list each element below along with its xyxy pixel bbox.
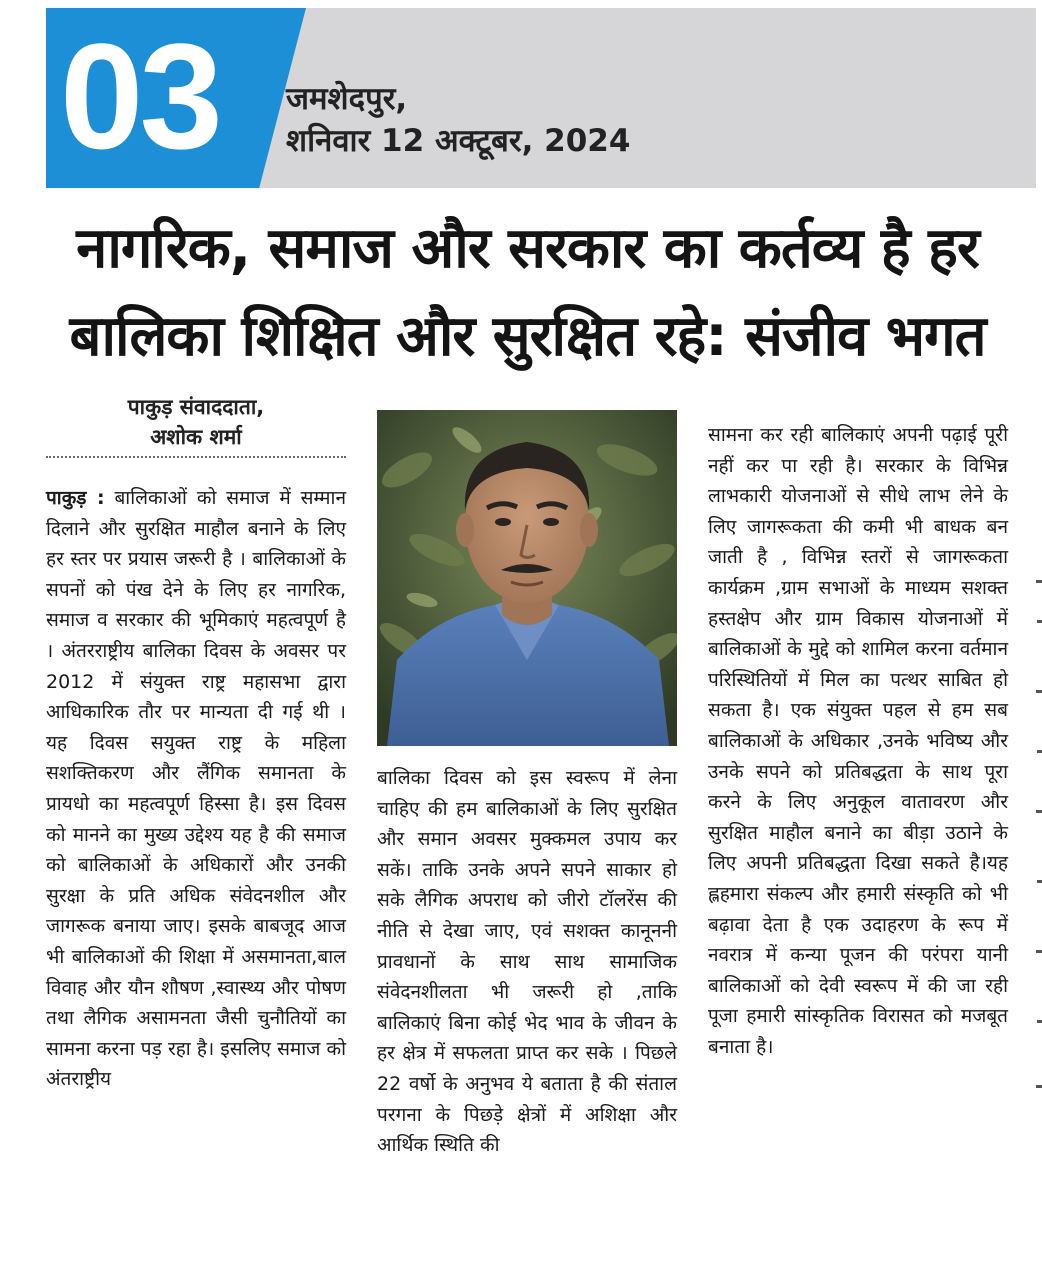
column-3-text: सामना कर रही बालिकाएं अपनी पढ़ाई पूरी नहीं कर पा रही है। सरकार के विभिन्न लाभकारी योजनाओं से सीधे लाभ लेने के लिए जागरूकता की कमी भी बाधक बन जाती है , विभिन्न स्तरों से जागरूकता कार्यक्रम ,ग्राम सभाओं के माध्यम सशक्त हस्तक्षेप और ग्राम विकास योजनाओं में बालिकाओं के मुद्दे को शामिल करना वर्तमान परिस्थितियों में मिल का पत्थर साबित हो सकता है। एक संयुक्त पहल से हम सब बालिकाओं के अधिकार ,उनके भविष्य और उनके सपने को प्रतिबद्धता के साथ पूरा करने के लिए अनुकूल वातावरण और सुरक्षित माहौल बनाने का बीड़ा उठाने के लिए अपनी प्रतिबद्धता दिखा सकते है।यह ह्लहमारा संकल्प और हमारी संस्कृति को भी बढ़ावा देता है एक उदाहरण के रूप में नवरात्र में कन्या पूजन की परंपरा यानी बालिकाओं को देवी स्वरूप में की जा रही पूजा हमारी सांस्कृतिक विरासत को मजबूत बनाता है।: [708, 424, 1008, 1058]
portrait-photo-icon: [377, 410, 677, 746]
article-paragraph-1: [46, 483, 346, 1095]
portrait-photo: [377, 410, 677, 746]
byline-reporter-desk: पाकुड़ संवाददाता,: [127, 395, 265, 419]
byline-divider: [46, 456, 346, 458]
headline-line-1: नागरिक, समाज और सरकार का कर्तव्य है हर: [76, 216, 979, 281]
article-column-2: [377, 763, 677, 1161]
header-city: जमशेदपुर,: [286, 81, 408, 117]
cropped-column-edge: [1030, 580, 1042, 1100]
column-1-text: बालिकाओं को समाज में सम्मान दिलाने और सुरक्षित माहौल बनाने के लिए हर स्तर पर प्रयास जरूरी है । बालिकाओं के सपनों को पंख देने के लिए हर नागरिक, समाज व सरकार की भूमिकाएं महत्वपूर्ण है । अंतरराष्ट्रीय बालिका दिवस के अवसर पर 2012 में संयुक्त राष्ट्र महासभा द्वारा आधिकारिक तौर पर मान्यता दी गई थी । यह दिवस सयुक्त राष्ट्र के महिला सशक्तिकरण और लैंगिक समानता के प्रायधो का महत्वपूर्ण हिस्सा है। इस दिवस को मानने का मुख्य उद्देश्य यह है की समाज को बालिकाओं के अधिकारों और उनकी सुरक्षा के प्रति अधिक संवेदनशील और जागरूक बनाया जाए। इसके बाबजूद आज भी बालिकाओं की शिक्षा में असमानता,बाल विवाह और यौन शौषण ,स्वास्थ्य और पोषण तथा लैगिक असामनता जैसी चुनौतियों का सामना करना पड़ रहा है। इसलिए समाज को अंतराष्ट्रीय: [46, 487, 346, 1091]
page-header-bar: [46, 8, 1036, 188]
article-dateline: पाकुड़ :: [46, 487, 105, 509]
article-headline: [40, 205, 1015, 381]
article-column-1: [46, 483, 346, 1095]
headline-line-2: बालिका शिक्षित और सुरक्षित रहे: संजीव भगत: [69, 304, 986, 369]
header-date: शनिवार 12 अक्टूबर, 2024: [286, 123, 631, 159]
header-dateline: [286, 78, 630, 162]
article-column-3: [708, 420, 1008, 1062]
article-byline: [46, 392, 346, 452]
page-number: 03: [60, 12, 219, 180]
byline-reporter-name: अशोक शर्मा: [150, 425, 242, 449]
column-2-text: बालिका दिवस को इस स्वरूप में लेना चाहिए की हम बालिकाओं के लिए सुरक्षित और समान अवसर मुक्कमल उपाय कर सकें। ताकि उनके अपने सपने साकार हो सके लैगिक अपराध को जीरो टॉलरेंस की नीति से देखा जाए, एवं सशक्त कानूननी प्रावधानों के साथ साथ सामाजिक संवेदनशीलता भी जरूरी हो ,ताकि बालिकाएं बिना कोई भेद भाव के जीवन के हर क्षेत्र में सफलता प्राप्त कर सके । पिछले 22 वर्षो के अनुभव ये बताता है की संताल परगना के पिछड़े क्षेत्रों में अशिक्षा और आर्थिक स्थिति की: [377, 767, 677, 1157]
